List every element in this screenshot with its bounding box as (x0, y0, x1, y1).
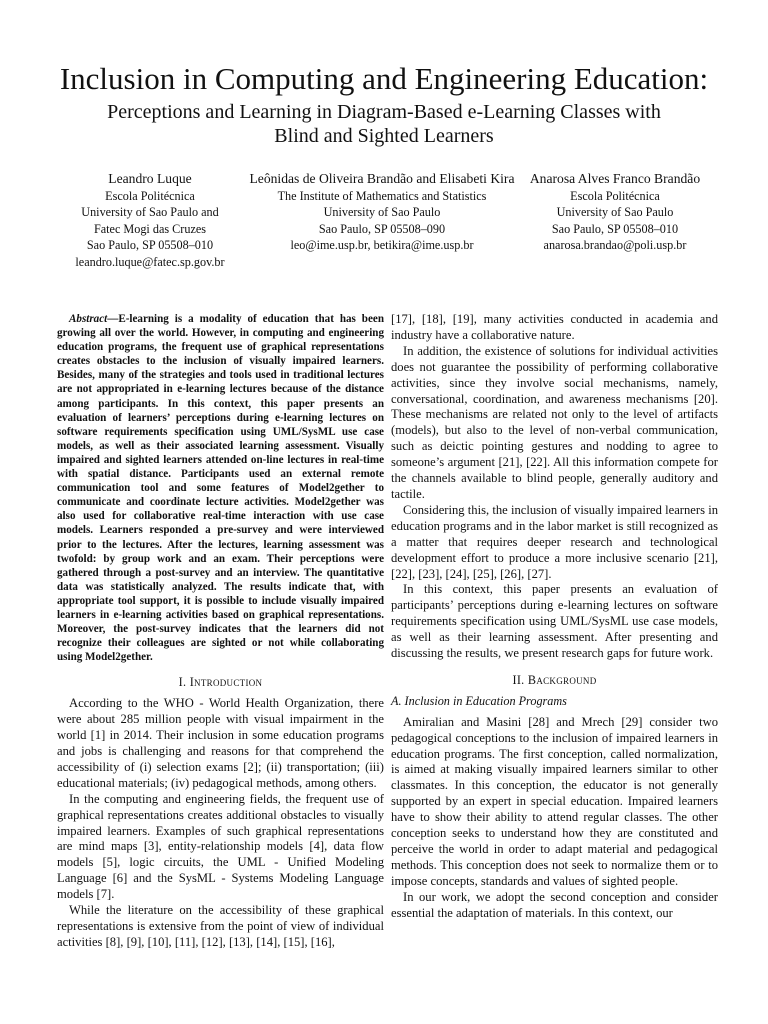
subsection-heading: A. Inclusion in Education Programs (391, 693, 567, 708)
author-affiliation: University of Sao Paulo and (81, 205, 219, 220)
paragraph: In the computing and engineering fields, the frequent use of graphical representations creates additional obstacles to visually impaired learners. Examples of such graphical representations are mind maps [3], entity-relationship models [4], data flow models [5], logic circuits, the UML - Unified Modeling Language [6] and the SysML - Systems Modeling Language models [7]. (57, 791, 384, 902)
paragraph: Amiralian and Masini [28] and Mrech [29] consider two pedagogical conceptions to the inclusion of impaired learners in education programs. The first conception, called normalization, is aimed at making visually impaired learners similar to other classmates. In this conception, the educator is not generally supported by an expert in special education. Impaired learners have to show their ability to attend regular classes. The other conception seeks to understand how they are constituted and perceive the world in order to adapt material and pedagogical methods. This conception does not seek to normalize them or to impose concepts, standards and values of sighted people. (391, 714, 718, 888)
paragraph: [17], [18], [19], many activities conducted in academia and industry have a collaborative nature. (391, 312, 718, 342)
abstract-text: —E-learning is a modality of education that has been growing all over the world. However, in computing and engineering education programs, the frequent use of graphical representations creates obstacles to the inclusion of visually impaired learners. Besides, many of the strategies and tools used in traditional lectures are not appropriated in e-learning lectures because of the distance among participants. In this context, this paper presents an evaluation of learners’ perceptions during e-learning lectures on software requirements specification using UML/SysML use case models, as well as their associated learning assessment. Visually impaired and sighted learners attended on-line lectures in real-time with spatial distance. Participants used an external remote communication tool and some features of Model2gether to communicate and coordinate lecture activities. Model2gether was also used for collaborative real-time interaction with use case models. Learners responded a pre-survey and were interviewed prior to the lectures. After the lectures, learning assessment was twofold: by group work and an exam. Their perceptions were gathered through a post-survey and an interview. The quantitative data was statistically analyzed. The results indicate that, with appropriate tool support, it is possible to include visually impaired learners in e-learning activities based on graphical representations. Moreover, the post-survey indicates that the learners did not recognize their colleagues are sighted or not while collaborating using Model2gether. (57, 313, 384, 664)
author-name: Anarosa Alves Franco Brandão (529, 171, 701, 186)
paper-subtitle-line-2: Blind and Sighted Learners (274, 125, 494, 147)
left-column (57, 312, 384, 951)
paragraph: In this context, this paper presents an evaluation of participants’ perceptions during e-learning lectures on software requirements specification using UML/SysML use case models, as well as their learning assessment. After presenting and discussing the results, we present research gaps for future work. (391, 582, 718, 661)
paper-subtitle-line-1: Perceptions and Learning in Diagram-Based e-Learning Classes with (107, 101, 661, 123)
paragraph: While the literature on the accessibility of these graphical representations is extensive from the point of view of individual activities [8], [9], [10], [11], [12], [13], [14], [15], [16], (57, 903, 384, 949)
author-affiliation: University of Sao Paulo (323, 205, 441, 220)
right-column (391, 312, 718, 922)
section-title: Background (527, 672, 597, 687)
author-affiliation: Escola Politécnica (105, 189, 195, 203)
author-email: anarosa.brandao@poli.usp.br (543, 238, 687, 253)
paragraph: According to the WHO - World Health Organization, there were about 285 million people with visual impairment in the world [1] in 2014. Their inclusion in some education programs and jobs is challenging and reasons for that comprehend the accessibility of (i) selection exams [2]; (ii) transportation; (iii) educational materials; (iv) pedagogical methods, among others. (57, 696, 384, 790)
section-heading-background (391, 673, 718, 689)
section-number: I. (178, 675, 190, 690)
paragraph: In our work, we adopt the second conception and consider essential the adaptation of materials. In this context, our (391, 889, 718, 920)
abstract-label: Abstract (69, 313, 108, 325)
author-address: Sao Paulo, SP 05508–010 (551, 221, 679, 236)
author-name: Leônidas de Oliveira Brandão and Elisabeti Kira (249, 171, 515, 186)
author-block-anarosa (506, 170, 724, 254)
author-email: leandro.luque@fatec.sp.gov.br (75, 254, 225, 269)
author-affiliation: Fatec Mogi das Cruzes (93, 221, 207, 236)
paragraph: In addition, the existence of solutions for individual activities does not guarantee the possibility of performing collaborative activities, since they involve social mechanisms, namely, conversational, coordination, and awareness mechanisms [20]. These mechanisms are related not only to the level of artifacts (models), but also to the level of non-verbal communication, such as deictic pointing gestures and nodding to agree to someone’s argument [21], [22]. All this information compete for the channels available to blind people, generally auditory and tactile. (391, 343, 718, 501)
author-address: Sao Paulo, SP 05508–010 (86, 238, 214, 253)
abstract (57, 312, 384, 664)
section-title: Introduction (189, 675, 263, 690)
author-address: Sao Paulo, SP 05508–090 (318, 221, 446, 236)
author-affiliation: Escola Politécnica (570, 189, 660, 203)
paper-title: Inclusion in Computing and Engineering Education: (59, 61, 709, 96)
author-affiliation: University of Sao Paulo (556, 205, 674, 220)
author-email: leo@ime.usp.br, betikira@ime.usp.br (290, 238, 474, 253)
paragraph: Considering this, the inclusion of visually impaired learners in education programs and in the labor market is still recognized as a matter that requires deeper research and technological development effort to produce a more inclusive scenario [21], [22], [23], [24], [25], [26], [27]. (391, 502, 718, 581)
author-block-brandao-kira (248, 170, 516, 254)
author-block-luque (52, 170, 248, 270)
section-heading-introduction (57, 675, 384, 691)
author-name: Leandro Luque (108, 171, 192, 186)
section-number: II. (512, 672, 528, 687)
author-affiliation: The Institute of Mathematics and Statistics (277, 189, 487, 203)
